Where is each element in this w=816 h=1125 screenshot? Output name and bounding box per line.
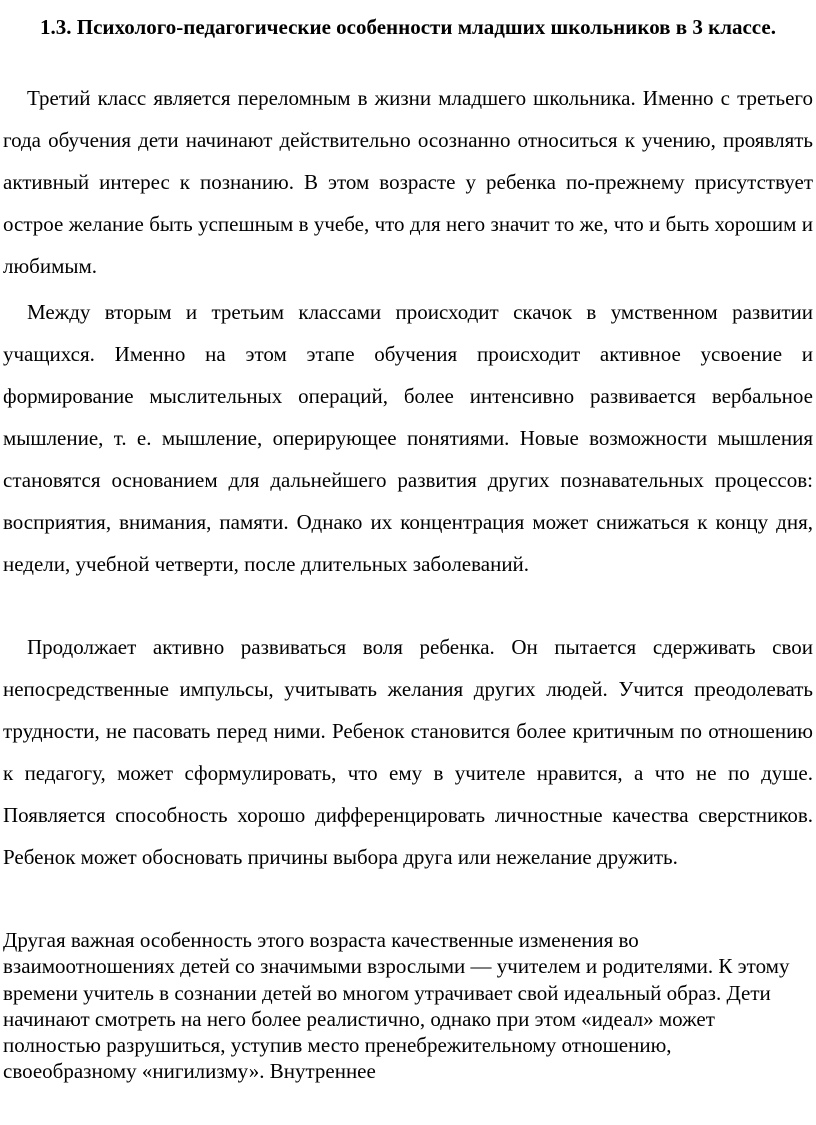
paragraph-block (3, 626, 813, 878)
paragraph-3: Продолжает активно развиваться воля ребенка. Он пытается сдерживать свои непосредственные импульсы, учитывать желания других людей. Учится преодолевать трудности, не пасовать перед ними. Ребенок становится более критичным по отношению к педагогу, может сформулировать, что ему в учителе нравится, а что не по душе. Появляется способность хорошо дифференцировать личностные качества сверстников. Ребенок может обосновать причины выбора друга или нежелание дружить. (3, 635, 813, 869)
paragraph-4: Другая важная особенность этого возраста качественные изменения во взаимоотношениях детей со значимыми взрослыми — учителем и родителями. К этому времени учитель в сознании детей во многом утрачивает свой идеальный образ. Дети начинают смотреть на него более реалистично, однако при этом «идеал» может полностью разрушиться, уступив место пренебрежительному отношению, своеобразному «нигилизму». Внутреннее (3, 928, 790, 1084)
paragraph-block (3, 291, 813, 585)
paragraph-1: Третий класс является переломным в жизни младшего школьника. Именно с третьего года обучения дети начинают действительно осознанно относиться к учению, проявлять активный интерес к познанию. В этом возрасте у ребенка по-прежнему присутствует острое желание быть успешным в учебе, что для него значит то же, что и быть хорошим и любимым. (3, 86, 813, 278)
paragraph-block (3, 77, 813, 287)
section-heading: 1.3. Психолого-педагогические особенности младших школьников в 3 классе. (40, 15, 776, 39)
paragraph-2: Между вторым и третьим классами происходит скачок в умственном развитии учащихся. Именно на этом этапе обучения происходит активное усвоение и формирование мыслительных операций, более интенсивно развивается вербальное мышление, т. е. мышление, оперирующее понятиями. Новые возможности мышления становятся основанием для дальнейшего развития других познавательных процессов: восприятия, внимания, памяти. Однако их концентрация может снижаться к концу дня, недели, учебной четверти, после длительных заболеваний. (3, 300, 813, 576)
